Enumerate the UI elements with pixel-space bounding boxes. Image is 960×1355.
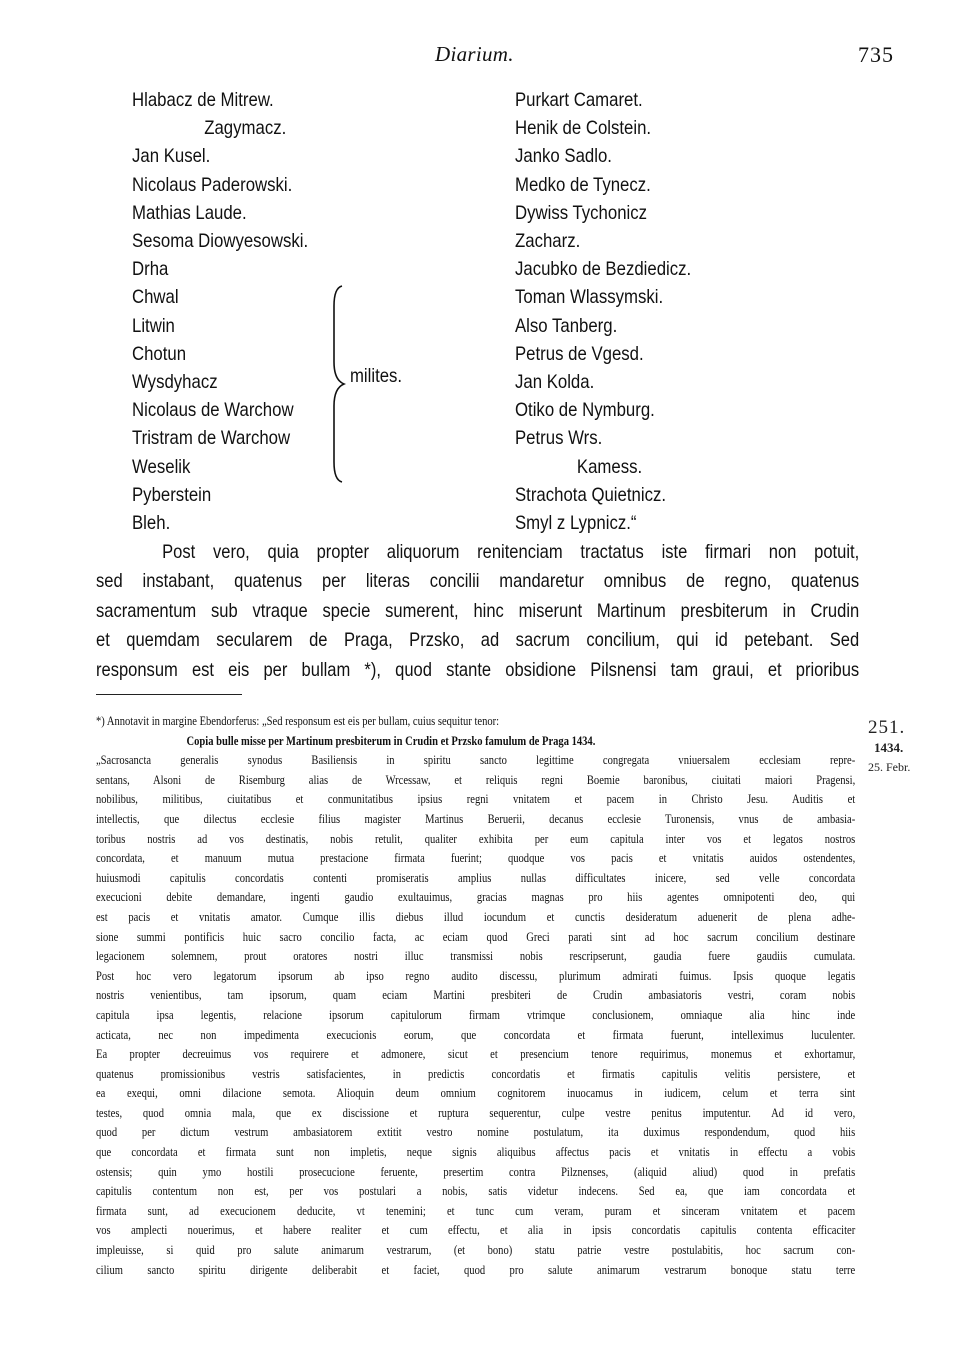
list-item: Also Tanberg. bbox=[515, 314, 618, 337]
footnote-line: quod per dictum vestrum ambasiatorem extitit vestro nomine postulatum, ita duximus respondendum, quod hiis bbox=[96, 1125, 856, 1140]
margin-year: 1434. bbox=[874, 740, 904, 755]
footnote-line: huiusmodi capitulis concordatis contenti promiseratis amplius nullas difficultates inicere, sed velle concordata bbox=[96, 870, 856, 885]
footnote-line: Post hoc vero legatorum ipsorum ab ipso regno audito discessu, plurimum admirati fuimus. Ipsis quoque legatis bbox=[96, 968, 856, 983]
footnote-line: cilium sancto spiritu dirigente deliberabit et faciet, quod pro salute animarum vestrarum bonoque statu terre bbox=[96, 1262, 856, 1277]
list-item: Janko Sadlo. bbox=[515, 145, 612, 168]
list-item: Jacubko de Bezdiedicz. bbox=[515, 258, 692, 281]
list-item: Hlabacz de Mitrew. bbox=[132, 89, 274, 111]
list-item: Dywiss Tychonicz bbox=[515, 201, 648, 224]
footnote-line: nostris venientibus, tam ipsorum, quam eciam Martini presbiteri de Crudin ambasiatoris vestri, coram nobis bbox=[96, 988, 856, 1003]
list-item: Jan Kusel. bbox=[132, 145, 211, 168]
list-item: Petrus Wrs. bbox=[515, 427, 603, 450]
footnote-line: testes, quod omnia mala, que ex discissione et ruptura sequerentur, culpe vestre penitus imputentur. Ad id vero, bbox=[96, 1105, 856, 1120]
paragraph-line: et quemdam secularem de Praga, Przsko, ad sacrum concilium, qui id petebant. Sed bbox=[96, 629, 860, 652]
list-item: Petrus de Vgesd. bbox=[515, 342, 644, 365]
list-item: Smyl z Lypnicz.“ bbox=[515, 512, 637, 535]
list-item: Nicolaus de Warchow bbox=[132, 399, 294, 422]
names-list-left bbox=[132, 86, 308, 537]
footnote-line: quatenus promissionibus vestris satisfacientes, in predictis concordatis et firmatis capitulis velitis persistere, et bbox=[96, 1066, 856, 1081]
bracket-label: milites. bbox=[350, 366, 403, 387]
footnote-line: execucioni debite demandare, ingenti gaudio exultauimus, gracias magnas pro hiis agentes omnipotenti deo, qui bbox=[96, 890, 856, 905]
paragraph-line: sed instabant, quatenus per literas concilii mandaretur omnibus de regno, quatenus bbox=[96, 570, 860, 593]
page-number: 735 bbox=[858, 42, 894, 67]
footnote-line: sentans, Alsoni de Risemburg alias de Wrcessaw, et reliquis regni Boemie baronibus, ciuitati maiori Pragensi, bbox=[96, 772, 856, 787]
list-item: Toman Wlassymski. bbox=[515, 286, 664, 309]
list-item: Zagymacz. bbox=[204, 117, 287, 140]
list-item: Henik de Colstein. bbox=[515, 117, 652, 140]
footnote-line: legacionem solemnem, prout oratores nostri illuc transmissi nobis rescripserunt, gaudia fuere gaudiis cumulata. bbox=[96, 949, 856, 964]
footnote-line: vos amplecti nouerimus, et habere realiter et cum effectu, et alia in ipsis concordatis capitulis contenta efficaciter bbox=[96, 1223, 856, 1238]
list-item: Wysdyhacz bbox=[132, 371, 218, 394]
footnote-line: capitula ipsa legentis, relacione ipsorum capitulorum firmam vtrimque conclusionem, omniaque alia hinc inde bbox=[96, 1007, 856, 1022]
footnote-line: nobilibus, militibus, ciuitatibus et conmunitatibus ipsius regni vnitatem et pacem in Christo Jesu. Auditis et bbox=[96, 792, 856, 807]
paragraph-line: Post vero, quia propter aliquorum renitenciam tractatus iste firmari non potuit, bbox=[162, 541, 860, 563]
footnote-intro: *) Annotavit in margine Ebendorferus: „Sed responsum est eis per bullam, cuius sequitur tenor: bbox=[96, 714, 500, 728]
footnote-line: „Sacrosancta generalis synodus Basiliensis in spiritu sancto legittime congregata vniuersalem ecclesiam repre- bbox=[96, 753, 856, 768]
footnote-line: firmata sunt, ad execucionem deducite, vt tenemini; et tunc cum veram, puram et sinceram vnitatem et pacem bbox=[96, 1203, 856, 1218]
footnote-line: sione summi pontificis huic sacro concilio facta, ac eciam quod Greci parati sint ad hoc sacrum concilium destinare bbox=[96, 929, 856, 944]
names-list-right bbox=[515, 86, 691, 537]
list-item: Zacharz. bbox=[515, 230, 581, 253]
footnote-divider bbox=[96, 694, 242, 695]
paragraph-line: responsum est eis per bullam *), quod stante obsidione Pilsnensi tam graui, et prioribus bbox=[96, 658, 860, 681]
list-item: Chwal bbox=[132, 286, 179, 309]
list-item: Bleh. bbox=[132, 512, 171, 535]
list-item: Weselik bbox=[132, 455, 191, 478]
list-item: Nicolaus Paderowski. bbox=[132, 173, 293, 196]
list-item: Strachota Quietnicz. bbox=[515, 483, 667, 506]
list-item: Medko de Tynecz. bbox=[515, 173, 651, 196]
paragraph-line: sacramentum sub vtraque specie sumerent, hinc miserunt Martinum presbiterum in Crudin bbox=[96, 599, 860, 622]
list-item: Pyberstein bbox=[132, 483, 212, 506]
footnote-line: concordata, et manuum mutua prestacione firmata fuerint; quodque vos pacis et vnitatis auidos ostendentes, bbox=[96, 851, 856, 866]
margin-date: 25. Febr. bbox=[868, 760, 911, 774]
footnote bbox=[96, 712, 855, 1280]
running-title: Diarium. bbox=[435, 42, 514, 66]
list-item: Kamess. bbox=[576, 455, 643, 478]
footnote-line: intellectis, que dilectus ecclesie filius magister Martinus Beruerii, decanus ecclesie Turonensis, vnus de ambasia- bbox=[96, 811, 856, 826]
footnote-caption: Copia bulle misse per Martinum presbiterum in Crudin et Przsko famulum de Praga 1434. bbox=[186, 733, 596, 748]
list-item: Drha bbox=[132, 258, 169, 281]
main-paragraph bbox=[96, 538, 859, 685]
list-item: Sesoma Diowyesowski. bbox=[132, 230, 309, 253]
curly-brace-icon bbox=[330, 284, 346, 484]
footnote-line: toribus nostris ad vos destinatis, nobis retulit, qualiter exhibita per eum capitula inter vos et legatos nostros bbox=[96, 831, 856, 846]
list-item: Purkart Camaret. bbox=[515, 89, 643, 111]
footnote-line: que concordata et firmata sunt non impletis, neque signis aliquibus affectus pacis et vnitatis in effectu a vobis bbox=[96, 1145, 856, 1160]
list-item: Tristram de Warchow bbox=[132, 427, 291, 450]
footnote-line: Ea propter decreuimus vos requirere et admonere, sicut et presencium tenore requirimus, monemus et exhortamur, bbox=[96, 1047, 856, 1062]
footnote-line: ostensis; quin ymo hostili prosecucione feruente, presertim contra Pilznenses, (aliquid aliud) quod in prefatis bbox=[96, 1164, 856, 1179]
footnote-line: capitulis contentum non est, per vos postulari a nobis, satis videtur indecens. Sed ea, que iam concordata et bbox=[96, 1184, 856, 1199]
list-item: Litwin bbox=[132, 314, 175, 337]
margin-document-number: 251. bbox=[868, 717, 906, 738]
list-item: Jan Kolda. bbox=[515, 371, 595, 394]
footnote-line: est pacis et vnitatis amator. Cumque illis diebus illud iocundum et cunctis desideratum aduenerit de plena adhe- bbox=[96, 909, 856, 924]
footnote-line: impleuisse, si quid pro salute animarum vestrarum, (et bono) statu patrie vestre postulabitis, hoc sacrum con- bbox=[96, 1243, 856, 1258]
list-item: Chotun bbox=[132, 342, 187, 365]
list-item: Mathias Laude. bbox=[132, 201, 247, 224]
footnote-line: ea exequi, omni dilacione semota. Alioquin deum omnium cognitorem inuocamus in iudicem, celum et terra sint bbox=[96, 1086, 856, 1101]
footnote-line: acticata, nec non impedimenta execucionis eorum, que concordata et firmata fuerunt, intelleximus luculenter. bbox=[96, 1027, 856, 1042]
list-item: Otiko de Nymburg. bbox=[515, 399, 655, 422]
